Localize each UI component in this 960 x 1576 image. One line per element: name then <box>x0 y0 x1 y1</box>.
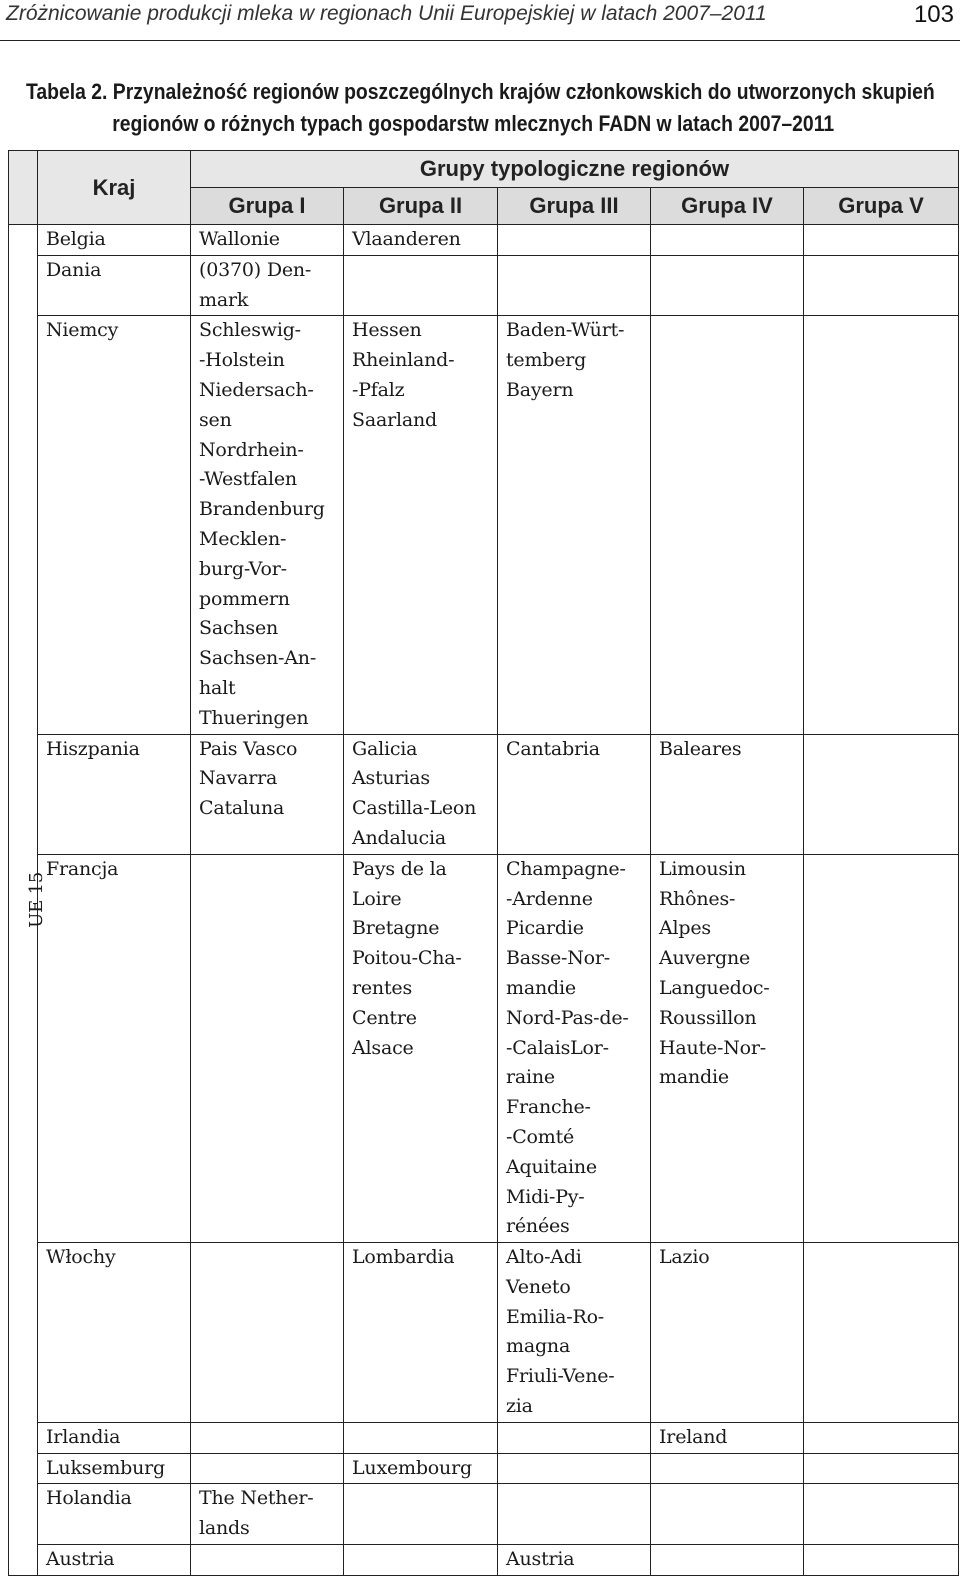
region-name: Brandenburg <box>199 498 325 521</box>
region-name: (0370) Den- <box>199 258 312 281</box>
table-row <box>9 1243 959 1423</box>
group-2-cell <box>344 225 498 256</box>
header-group-3: Grupa III <box>498 188 651 225</box>
group-5-cell <box>804 1453 959 1484</box>
group-4-cell <box>651 1545 804 1576</box>
region-name: Thueringen <box>199 706 309 729</box>
country-cell: Hiszpania <box>38 734 191 854</box>
region-name: Galicia <box>352 737 418 760</box>
group-2-cell <box>344 734 498 854</box>
page-number: 103 <box>913 1 954 28</box>
region-name: Sachsen-An- <box>199 647 317 670</box>
table-row <box>9 854 959 1242</box>
group-4-cell <box>651 316 804 734</box>
region-name: mandie <box>659 1066 729 1089</box>
region-name: Franche- <box>506 1096 591 1119</box>
region-name: rénées <box>506 1215 570 1238</box>
group-2-cell <box>344 1453 498 1484</box>
region-name: -CalaisLor- <box>506 1036 609 1059</box>
region-name: Cataluna <box>199 797 285 820</box>
table-row <box>9 1545 959 1576</box>
group-2-cell <box>344 1422 498 1453</box>
group-4-cell <box>651 255 804 316</box>
group-3-cell <box>498 225 651 256</box>
region-name: Languedoc- <box>659 976 770 999</box>
region-name: Nordrhein- <box>199 438 304 461</box>
region-name: mandie <box>506 976 576 999</box>
group-5-cell <box>804 734 959 854</box>
group-4-cell <box>651 854 804 1242</box>
group-3-cell <box>498 854 651 1242</box>
group-5-cell <box>804 1545 959 1576</box>
group-1-cell <box>191 1243 344 1423</box>
group-3-cell <box>498 1484 651 1545</box>
region-name: Alto-Adi <box>506 1246 582 1269</box>
group-3-cell <box>498 1243 651 1423</box>
region-name: Limousin <box>659 857 746 880</box>
country-cell: Włochy <box>38 1243 191 1423</box>
header-group-1: Grupa I <box>191 188 344 225</box>
region-name: Loire <box>352 887 402 910</box>
region-name: Baden-Würt- <box>506 319 625 342</box>
region-name: burg-Vor- <box>199 557 287 580</box>
region-name: Alpes <box>659 917 711 940</box>
group-4-cell <box>651 225 804 256</box>
table-row <box>9 1484 959 1545</box>
country-cell: Dania <box>38 255 191 316</box>
region-name: Sachsen <box>199 617 279 640</box>
region-name: -Pfalz <box>352 378 405 401</box>
region-name: Pais Vasco <box>199 737 298 760</box>
country-cell: Irlandia <box>38 1422 191 1453</box>
country-cell: Belgia <box>38 225 191 256</box>
region-name: pommern <box>199 587 290 610</box>
region-name: Baleares <box>659 737 742 760</box>
region-name: Navarra <box>199 767 278 790</box>
region-name: raine <box>506 1066 555 1089</box>
region-name: The Nether- <box>199 1487 314 1510</box>
region-name: Centre <box>352 1006 417 1029</box>
region-name: Saarland <box>352 408 437 431</box>
region-name: -Comté <box>506 1125 575 1148</box>
region-name: Hessen <box>352 319 422 342</box>
group-5-cell <box>804 225 959 256</box>
region-name: Wallonie <box>199 228 280 250</box>
country-cell: Holandia <box>38 1484 191 1545</box>
region-name: Lazio <box>659 1246 710 1269</box>
country-cell: Austria <box>38 1545 191 1576</box>
region-name: Cantabria <box>506 737 600 760</box>
table-caption <box>26 76 935 140</box>
region-name: mark <box>199 288 249 311</box>
region-name: Nord-Pas-de- <box>506 1006 629 1029</box>
region-name: Castilla-Leon <box>352 797 477 820</box>
header-corner <box>9 151 38 225</box>
region-name: Midi-Py- <box>506 1185 585 1208</box>
country-cell: Francja <box>38 854 191 1242</box>
region-name: Ireland <box>659 1425 728 1448</box>
group-5-cell <box>804 854 959 1242</box>
running-header <box>0 0 960 41</box>
group-1-cell <box>191 1422 344 1453</box>
group-4-cell <box>651 1243 804 1423</box>
table-row <box>9 316 959 734</box>
region-name: Asturias <box>352 767 430 790</box>
region-name: Bayern <box>506 378 574 401</box>
region-name: -Westfalen <box>199 468 297 491</box>
caption-line-1: Tabela 2. Przynależność regionów poszczególnych krajów członkowskich do utworzonych skupień <box>26 79 935 104</box>
region-name: Rhônes- <box>659 887 736 910</box>
region-name: Basse-Nor- <box>506 947 611 970</box>
group-1-cell <box>191 225 344 256</box>
header-groups-title: Grupy typologiczne regionów <box>191 151 959 188</box>
group-1-cell <box>191 1484 344 1545</box>
region-name: Auvergne <box>659 947 751 970</box>
group-3-cell <box>498 734 651 854</box>
region-name: Champagne- <box>506 857 626 880</box>
region-name: Haute-Nor- <box>659 1036 766 1059</box>
group-2-cell <box>344 255 498 316</box>
region-name: Veneto <box>506 1275 571 1298</box>
region-name: Emilia-Ro- <box>506 1305 605 1328</box>
group-1-cell <box>191 255 344 316</box>
table-row <box>9 225 959 256</box>
region-name: Aquitaine <box>506 1155 597 1178</box>
group-2-cell <box>344 316 498 734</box>
region-name: Niedersach- <box>199 378 314 401</box>
region-name: halt <box>199 676 236 699</box>
running-header-title: Zróżnicowanie produkcji mleka w regionach Unii Europejskiej w latach 2007–2011 <box>6 2 767 25</box>
region-name: Vlaanderen <box>352 228 461 250</box>
table-row <box>9 734 959 854</box>
group-3-cell <box>498 1422 651 1453</box>
table-row <box>9 1453 959 1484</box>
region-name: Rheinland- <box>352 349 455 372</box>
group-5-cell <box>804 1243 959 1423</box>
region-name: Poitou-Cha- <box>352 947 462 970</box>
region-name: Pays de la <box>352 857 447 880</box>
group-1-cell <box>191 1545 344 1576</box>
region-name: Austria <box>506 1548 575 1571</box>
country-cell: Luksemburg <box>38 1453 191 1484</box>
region-name: zia <box>506 1395 533 1418</box>
group-5-cell <box>804 316 959 734</box>
header-group-4: Grupa IV <box>651 188 804 225</box>
region-name: Andalucia <box>352 826 447 849</box>
region-name: Roussillon <box>659 1006 757 1029</box>
group-2-cell <box>344 1545 498 1576</box>
region-name: Lombardia <box>352 1246 455 1269</box>
region-name: Bretagne <box>352 917 440 940</box>
region-name: sen <box>199 408 232 431</box>
group-1-cell <box>191 734 344 854</box>
region-name: lands <box>199 1517 250 1540</box>
region-name: -Ardenne <box>506 887 593 910</box>
table-row <box>9 255 959 316</box>
group-5-cell <box>804 1484 959 1545</box>
header-country: Kraj <box>38 151 191 225</box>
group-4-cell <box>651 734 804 854</box>
group-3-cell <box>498 255 651 316</box>
group-3-cell <box>498 1545 651 1576</box>
header-group-2: Grupa II <box>344 188 498 225</box>
table-row <box>9 1422 959 1453</box>
group-2-cell <box>344 1484 498 1545</box>
header-group-5: Grupa V <box>804 188 959 225</box>
region-name: Picardie <box>506 917 584 940</box>
region-name: temberg <box>506 349 587 372</box>
region-name: Luxembourg <box>352 1456 472 1479</box>
country-cell: Niemcy <box>38 316 191 734</box>
group-1-cell <box>191 854 344 1242</box>
group-4-cell <box>651 1453 804 1484</box>
region-name: Mecklen- <box>199 527 287 550</box>
region-name: magna <box>506 1335 571 1358</box>
region-name: Friuli-Vene- <box>506 1365 615 1388</box>
region-name: -Holstein <box>199 349 285 372</box>
side-label: UE 15 <box>26 871 48 928</box>
group-3-cell <box>498 1453 651 1484</box>
group-4-cell <box>651 1422 804 1453</box>
side-label-cell <box>9 225 48 1576</box>
table-body <box>9 225 959 1576</box>
region-name: Schleswig- <box>199 319 301 342</box>
group-2-cell <box>344 854 498 1242</box>
group-1-cell <box>191 1453 344 1484</box>
group-2-cell <box>344 1243 498 1423</box>
group-3-cell <box>498 316 651 734</box>
group-1-cell <box>191 316 344 734</box>
group-5-cell <box>804 255 959 316</box>
caption-line-2: regionów o różnych typach gospodarstw mlecznych FADN w latach 2007–2011 <box>112 111 835 136</box>
region-name: rentes <box>352 976 412 999</box>
region-name: Alsace <box>352 1036 414 1059</box>
group-4-cell <box>651 1484 804 1545</box>
header-row-top <box>9 151 959 188</box>
region-groups-table <box>8 150 959 1576</box>
group-5-cell <box>804 1422 959 1453</box>
